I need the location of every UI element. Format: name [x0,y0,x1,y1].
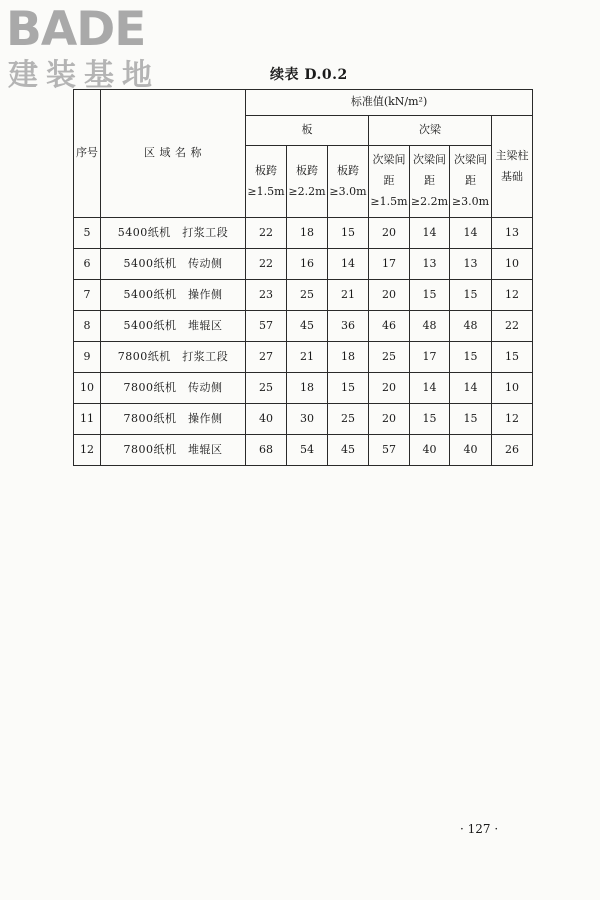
cell-value: 14 [450,218,492,249]
cell-value: 20 [369,218,410,249]
cell-no: 5 [74,218,101,249]
cell-value: 15 [328,218,369,249]
cell-value: 14 [328,249,369,280]
table-row [74,373,533,404]
cell-value: 21 [287,342,328,373]
logo-subtitle: 建装基地 [8,58,160,93]
cell-value: 23 [246,280,287,311]
table-row [74,218,533,249]
standard-value-table [73,89,533,466]
cell-value: 25 [369,342,410,373]
cell-name: 5400纸机 堆辊区 [101,311,246,342]
cell-no: 6 [74,249,101,280]
table-row [74,435,533,466]
cell-value: 45 [287,311,328,342]
table-row [74,342,533,373]
header-slab-span-3: 板跨≥3.0m [328,146,369,218]
header-beam-spacing-3: 次梁间距≥3.0m [450,146,492,218]
header-area-name: 区 域 名 称 [101,90,246,218]
cell-value: 16 [287,249,328,280]
header-slab: 板 [246,116,369,146]
cell-value: 15 [450,280,492,311]
watermark-logo [6,2,176,98]
cell-value: 22 [246,249,287,280]
cell-value: 12 [492,280,533,311]
cell-value: 18 [287,373,328,404]
cell-value: 15 [410,280,450,311]
cell-value: 18 [328,342,369,373]
cell-name: 7800纸机 操作侧 [101,404,246,435]
cell-value: 13 [492,218,533,249]
cell-value: 15 [450,404,492,435]
cell-no: 11 [74,404,101,435]
cell-value: 20 [369,404,410,435]
cell-value: 21 [328,280,369,311]
cell-no: 7 [74,280,101,311]
cell-value: 25 [246,373,287,404]
header-slab-span-2: 板跨≥2.2m [287,146,328,218]
cell-name: 5400纸机 传动侧 [101,249,246,280]
cell-value: 22 [492,311,533,342]
cell-value: 13 [450,249,492,280]
table-row [74,404,533,435]
cell-value: 30 [287,404,328,435]
cell-value: 48 [450,311,492,342]
cell-value: 57 [369,435,410,466]
cell-value: 10 [492,373,533,404]
cell-value: 15 [328,373,369,404]
cell-value: 10 [492,249,533,280]
table-row [74,311,533,342]
cell-name: 7800纸机 传动侧 [101,373,246,404]
table-caption: 续表 D.0.2 [270,67,348,83]
cell-value: 18 [287,218,328,249]
cell-value: 13 [410,249,450,280]
cell-name: 5400纸机 打浆工段 [101,218,246,249]
cell-no: 12 [74,435,101,466]
cell-value: 40 [450,435,492,466]
header-seq: 序号 [74,90,101,218]
cell-name: 7800纸机 打浆工段 [101,342,246,373]
cell-value: 25 [287,280,328,311]
cell-value: 12 [492,404,533,435]
cell-value: 14 [410,218,450,249]
header-secondary-beam: 次梁 [369,116,492,146]
cell-value: 68 [246,435,287,466]
cell-no: 10 [74,373,101,404]
cell-value: 17 [369,249,410,280]
cell-value: 14 [450,373,492,404]
table-row [74,249,533,280]
cell-value: 40 [410,435,450,466]
logo-word: BADE [6,2,146,57]
cell-value: 15 [410,404,450,435]
cell-value: 26 [492,435,533,466]
cell-value: 48 [410,311,450,342]
cell-value: 27 [246,342,287,373]
cell-name: 7800纸机 堆辊区 [101,435,246,466]
cell-value: 40 [246,404,287,435]
cell-no: 9 [74,342,101,373]
header-main-beam: 主梁柱基础 [492,116,533,218]
cell-value: 15 [450,342,492,373]
cell-value: 54 [287,435,328,466]
cell-value: 20 [369,373,410,404]
cell-value: 57 [246,311,287,342]
cell-value: 25 [328,404,369,435]
cell-value: 20 [369,280,410,311]
cell-name: 5400纸机 操作侧 [101,280,246,311]
page-number: · 127 · [460,822,499,836]
cell-value: 15 [492,342,533,373]
header-beam-spacing-1: 次梁间距≥1.5m [369,146,410,218]
cell-value: 22 [246,218,287,249]
cell-value: 45 [328,435,369,466]
cell-no: 8 [74,311,101,342]
cell-value: 14 [410,373,450,404]
cell-value: 46 [369,311,410,342]
header-beam-spacing-2: 次梁间距≥2.2m [410,146,450,218]
header-standard-value: 标准值(kN/m²) [246,90,533,116]
cell-value: 17 [410,342,450,373]
cell-value: 36 [328,311,369,342]
table-row [74,280,533,311]
header-slab-span-1: 板跨≥1.5m [246,146,287,218]
